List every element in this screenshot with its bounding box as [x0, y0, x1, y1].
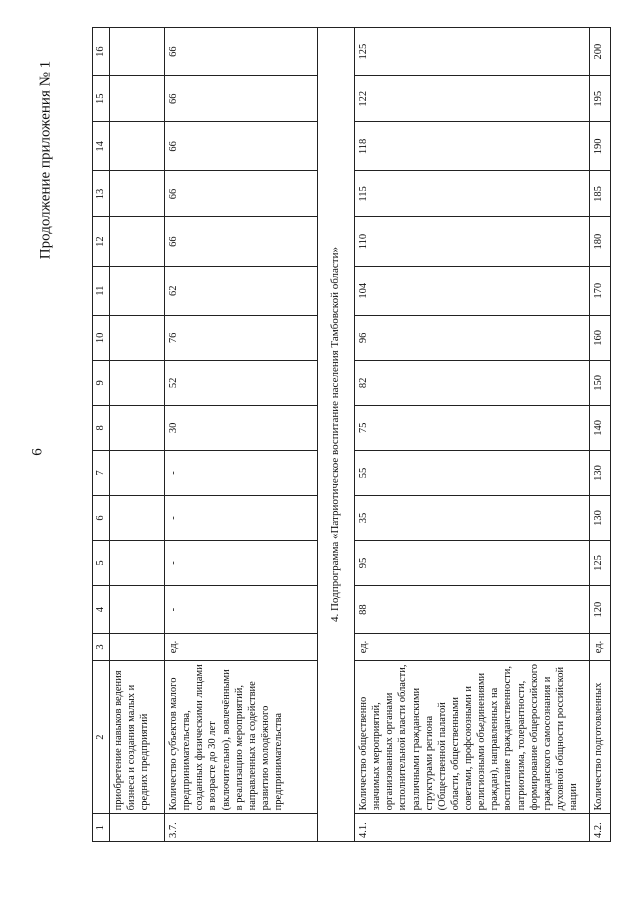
table-row — [355, 28, 590, 842]
header-cell: 8 — [93, 405, 110, 450]
rotated-table-area — [92, 27, 612, 842]
value-cell: - — [165, 586, 318, 634]
value-cell: 170 — [590, 266, 611, 315]
value-cell — [110, 76, 165, 122]
value-cell: - — [165, 495, 318, 540]
value-cell: 75 — [355, 405, 590, 450]
header-cell: 2 — [93, 660, 110, 814]
value-cell — [110, 405, 165, 450]
value-cell: 195 — [590, 76, 611, 122]
section-row — [318, 28, 355, 842]
value-cell: 96 — [355, 315, 590, 360]
value-cell — [110, 315, 165, 360]
indicators-table — [92, 27, 611, 842]
header-cell: 16 — [93, 28, 110, 76]
value-cell: 120 — [590, 586, 611, 634]
page-number: 6 — [29, 448, 46, 456]
value-cell: 95 — [355, 541, 590, 586]
indicator-description: Количество субъектов малого предпринимательства, созданных физическими лицами в возрасте до 30 лет (включительно), вовлечёнными в реализацию мероприятий, направленных на содействие развитию молодёжного предпринимательства — [165, 660, 318, 814]
row-number: 4.1. — [355, 814, 590, 842]
value-cell: 160 — [590, 315, 611, 360]
unit-cell: ед. — [165, 634, 318, 661]
value-cell — [110, 495, 165, 540]
value-cell — [110, 586, 165, 634]
value-cell: 88 — [355, 586, 590, 634]
value-cell: 66 — [165, 122, 318, 171]
value-cell — [110, 171, 165, 217]
table-container — [92, 27, 612, 842]
value-cell: 150 — [590, 360, 611, 405]
value-cell: 35 — [355, 495, 590, 540]
value-cell: 180 — [590, 217, 611, 266]
header-cell: 9 — [93, 360, 110, 405]
row-number: 3.7. — [165, 814, 318, 842]
value-cell — [110, 28, 165, 76]
value-cell — [110, 122, 165, 171]
header-cell: 12 — [93, 217, 110, 266]
value-cell: 104 — [355, 266, 590, 315]
value-cell: 55 — [355, 450, 590, 495]
value-cell: 122 — [355, 76, 590, 122]
value-cell: 200 — [590, 28, 611, 76]
header-cell: 14 — [93, 122, 110, 171]
value-cell: 115 — [355, 171, 590, 217]
row-number: 4.2. — [590, 814, 611, 842]
unit-cell — [110, 634, 165, 661]
header-row — [93, 28, 110, 842]
value-cell — [110, 266, 165, 315]
value-cell: 125 — [355, 28, 590, 76]
value-cell: 110 — [355, 217, 590, 266]
value-cell: 130 — [590, 495, 611, 540]
header-cell: 3 — [93, 634, 110, 661]
value-cell — [110, 360, 165, 405]
unit-cell: ед. — [355, 634, 590, 661]
value-cell: 140 — [590, 405, 611, 450]
value-cell: - — [165, 541, 318, 586]
header-cell: 11 — [93, 266, 110, 315]
header-cell: 13 — [93, 171, 110, 217]
indicator-description: приобретение навыков ведения бизнеса и создания малых и средних предприятий — [110, 660, 165, 814]
header-cell: 10 — [93, 315, 110, 360]
table-row — [590, 28, 611, 842]
value-cell: 118 — [355, 122, 590, 171]
indicator-description: Количество подготовленных — [590, 660, 611, 814]
value-cell: 52 — [165, 360, 318, 405]
value-cell: 185 — [590, 171, 611, 217]
header-cell: 7 — [93, 450, 110, 495]
value-cell: 130 — [590, 450, 611, 495]
header-cell: 5 — [93, 541, 110, 586]
indicator-description: Количество общественно значимых мероприятий, организованных органами исполнительной власти области, различными гражданскими структурами региона (Общественной палатой области, общественными советами, профсоюзными и религиозными объединениями граждан), направленных на воспитание гражданственности, патриотизма, толерантности, формирование общероссийского гражданского самосознания и духовной общности российской нации — [355, 660, 590, 814]
value-cell: - — [165, 450, 318, 495]
continuation-title: Продолжение приложения № 1 — [37, 60, 54, 260]
value-cell: 66 — [165, 28, 318, 76]
unit-cell: ед. — [590, 634, 611, 661]
header-cell: 1 — [93, 814, 110, 842]
header-cell: 6 — [93, 495, 110, 540]
section-title: 4. Подпрограмма «Патриотическое воспитание населения Тамбовской области» — [318, 28, 355, 842]
value-cell: 76 — [165, 315, 318, 360]
value-cell — [110, 541, 165, 586]
value-cell: 190 — [590, 122, 611, 171]
header-cell: 4 — [93, 586, 110, 634]
value-cell — [110, 217, 165, 266]
value-cell: 125 — [590, 541, 611, 586]
value-cell: 30 — [165, 405, 318, 450]
value-cell: 66 — [165, 217, 318, 266]
table-row — [110, 28, 165, 842]
value-cell: 82 — [355, 360, 590, 405]
value-cell — [110, 450, 165, 495]
table-row — [165, 28, 318, 842]
value-cell: 66 — [165, 76, 318, 122]
row-number — [110, 814, 165, 842]
value-cell: 66 — [165, 171, 318, 217]
value-cell: 62 — [165, 266, 318, 315]
header-cell: 15 — [93, 76, 110, 122]
